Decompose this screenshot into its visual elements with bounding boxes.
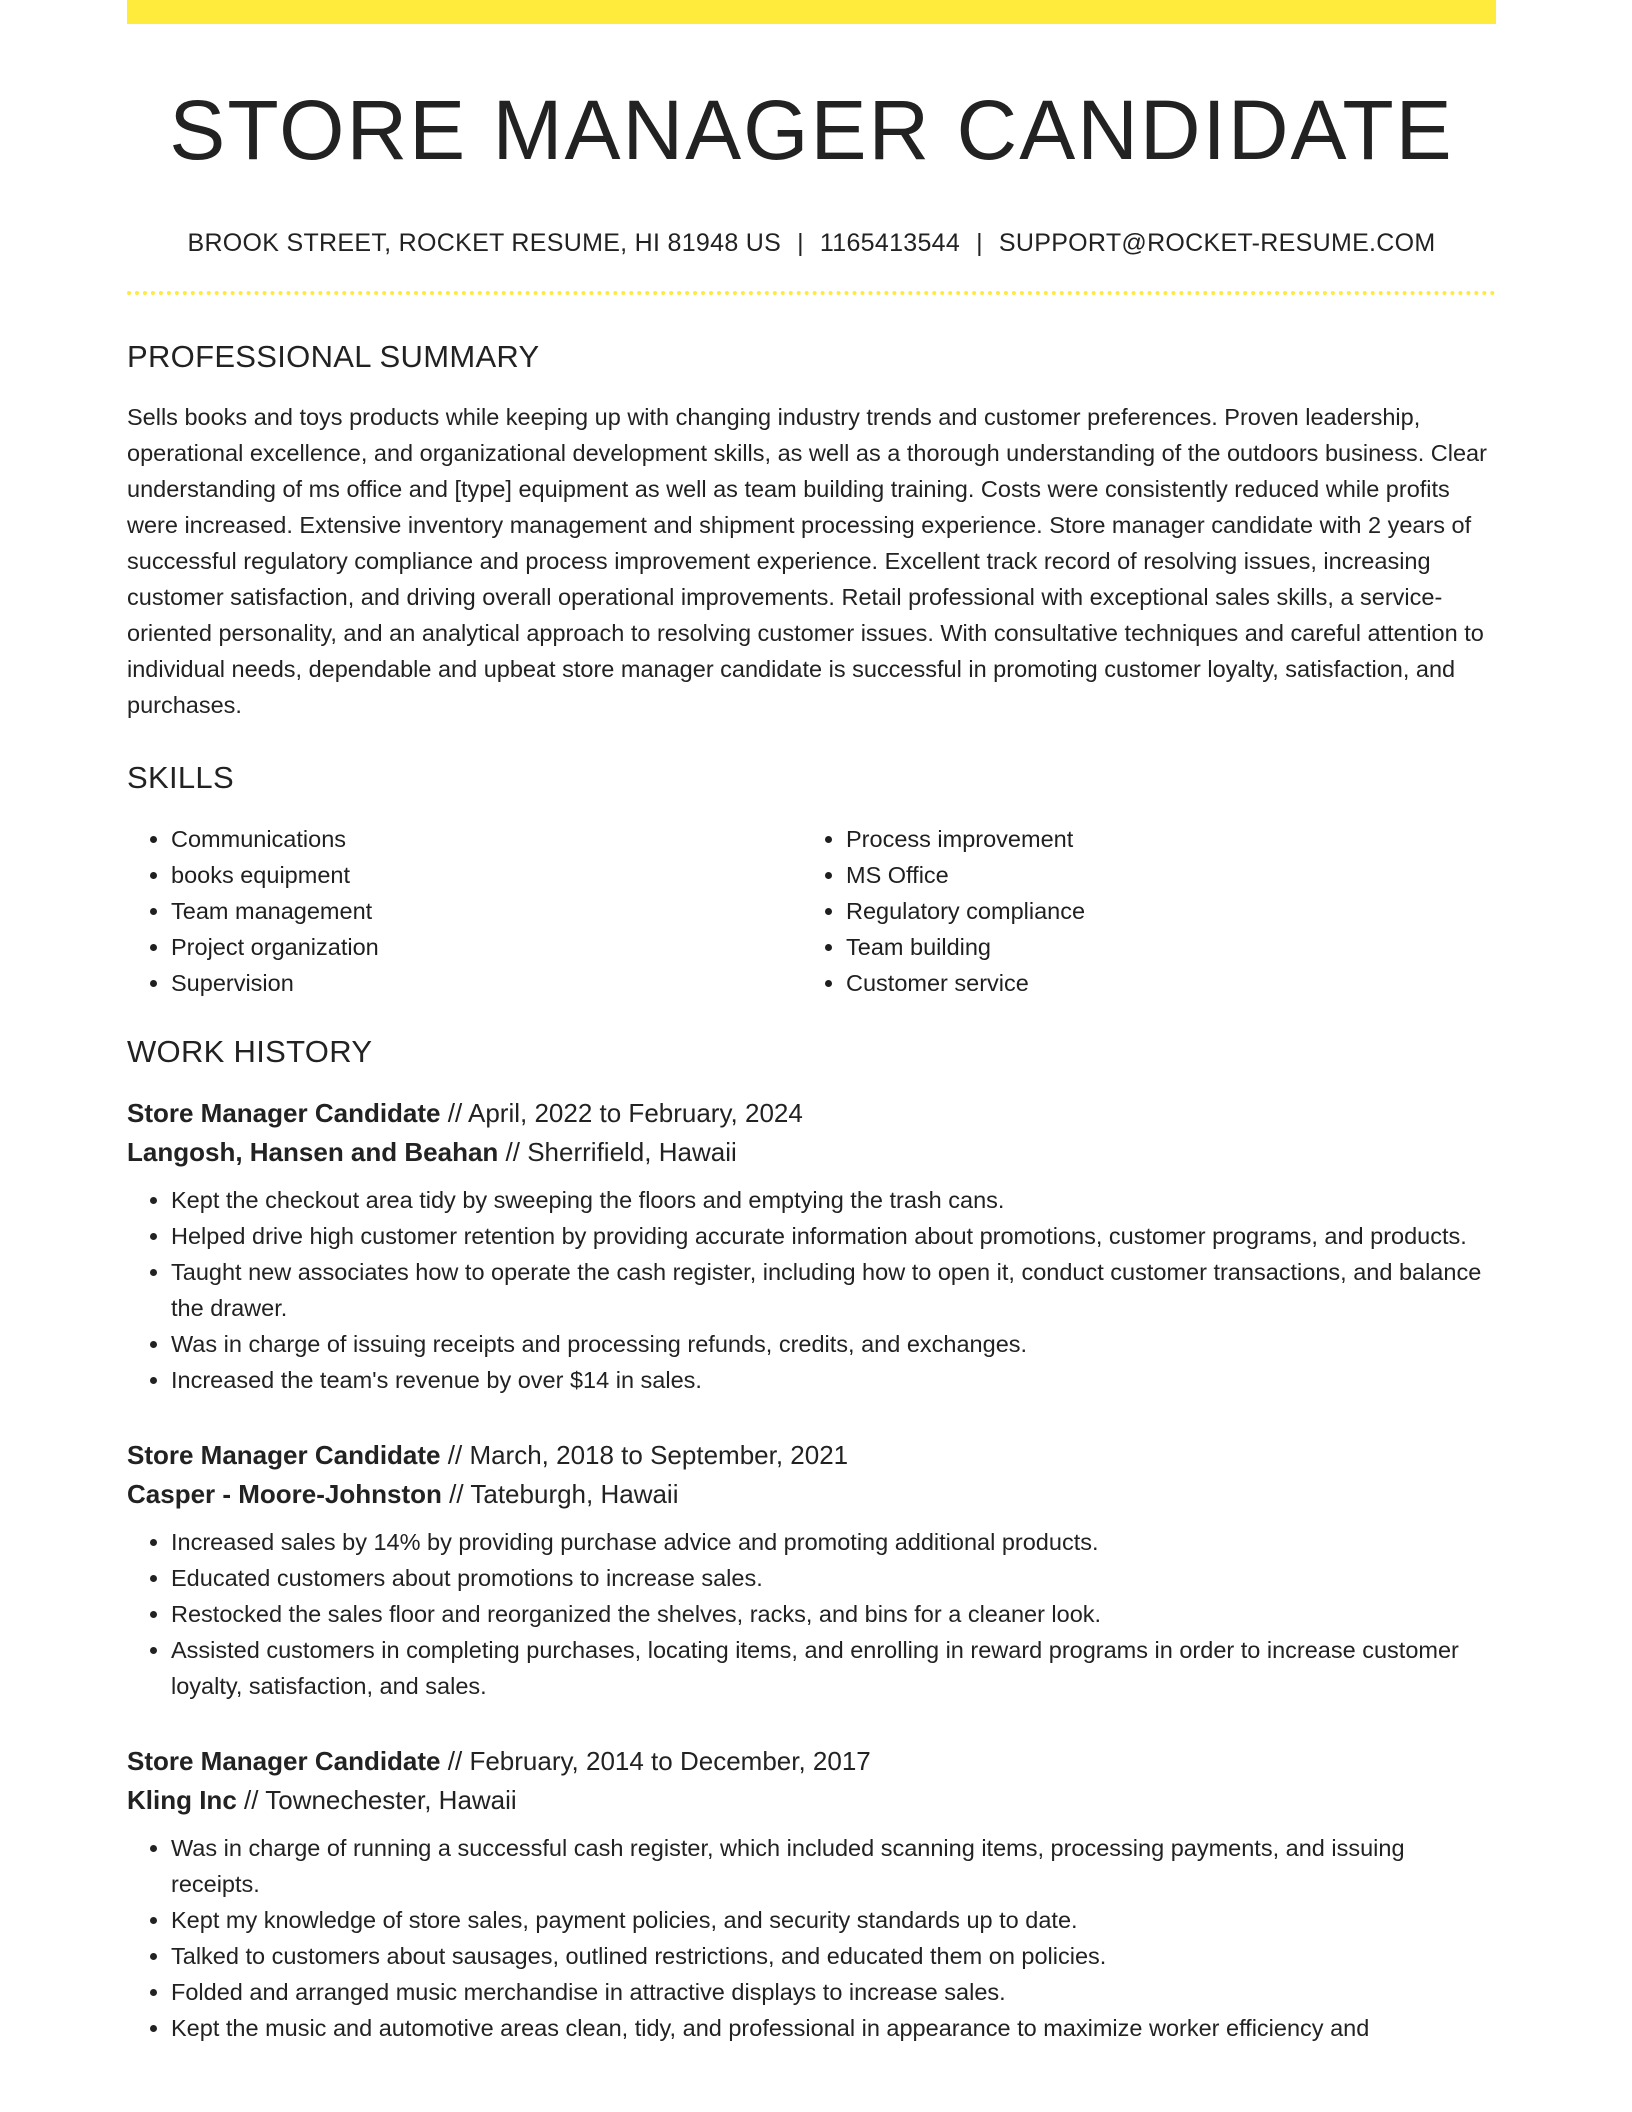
skill-item: • MS Office [846, 857, 1477, 893]
skill-item: • Customer service [846, 965, 1477, 1001]
job-dates: April, 2022 to February, 2024 [468, 1097, 803, 1128]
job-entry [127, 1436, 1496, 1704]
job-company-line [127, 1781, 1496, 1820]
resume-page [127, 0, 1496, 2046]
contact-separator: | [797, 229, 804, 258]
job-company-line [127, 1475, 1496, 1514]
job-entry [127, 1742, 1496, 2046]
job-bullet: • Was in charge of running a successful cash register, which included scanning items, processing payments, and issuing receipts. [171, 1830, 1496, 1902]
job-title-line [127, 1094, 1496, 1133]
job-title-line [127, 1742, 1496, 1781]
job-company: Langosh, Hansen and Beahan [127, 1136, 499, 1167]
job-separator: // [505, 1136, 520, 1167]
summary-heading: PROFESSIONAL SUMMARY [127, 339, 540, 375]
contact-phone: 1165413544 [819, 229, 961, 258]
job-separator: // [447, 1745, 463, 1776]
skill-item: • Team management [171, 893, 802, 929]
job-bullets [127, 1524, 1496, 1704]
job-bullet: • Kept my knowledge of store sales, payment policies, and security standards up to date. [171, 1902, 1496, 1938]
accent-bar [127, 0, 1496, 24]
skills-column-right [802, 821, 1477, 1001]
job-bullet: • Folded and arranged music merchandise in attractive displays to increase sales. [171, 1974, 1496, 2010]
job-bullet: • Educated customers about promotions to increase sales. [171, 1560, 1496, 1596]
job-bullet: • Taught new associates how to operate the cash register, including how to open it, conduct customer transactions, and balance the drawer. [171, 1254, 1496, 1326]
job-title: Store Manager Candidate [127, 1439, 441, 1470]
job-company-line [127, 1133, 1496, 1172]
skill-item: • Communications [171, 821, 802, 857]
job-location: Tateburgh, Hawaii [470, 1478, 679, 1509]
job-bullet: • Talked to customers about sausages, outlined restrictions, and educated them on policies. [171, 1938, 1496, 1974]
skills-heading: SKILLS [127, 760, 234, 796]
job-title: Store Manager Candidate [127, 1097, 441, 1128]
contact-address: BROOK STREET, ROCKET RESUME, HI 81948 US [187, 229, 782, 258]
skill-item: • Regulatory compliance [846, 893, 1477, 929]
job-location: Townechester, Hawaii [265, 1784, 517, 1815]
candidate-name: STORE MANAGER CANDIDATE [169, 83, 1454, 177]
job-bullet: • Kept the checkout area tidy by sweeping the floors and emptying the trash cans. [171, 1182, 1496, 1218]
job-location: Sherrifield, Hawaii [527, 1136, 737, 1167]
job-dates: February, 2014 to December, 2017 [469, 1745, 871, 1776]
dotted-divider [127, 291, 1496, 295]
job-bullet: • Was in charge of issuing receipts and processing refunds, credits, and exchanges. [171, 1326, 1496, 1362]
job-bullet: • Increased sales by 14% by providing purchase advice and promoting additional products. [171, 1524, 1496, 1560]
skill-item: • Project organization [171, 929, 802, 965]
job-separator: // [447, 1097, 463, 1128]
job-company: Casper - Moore-Johnston [127, 1478, 442, 1509]
skill-item: • Supervision [171, 965, 802, 1001]
contact-email: SUPPORT@ROCKET-RESUME.COM [998, 229, 1436, 258]
skill-item: • books equipment [171, 857, 802, 893]
job-separator: // [244, 1784, 259, 1815]
skill-item: • Process improvement [846, 821, 1477, 857]
job-company: Kling Inc [127, 1784, 237, 1815]
job-bullet: • Kept the music and automotive areas clean, tidy, and professional in appearance to maximize worker efficiency and [171, 2010, 1496, 2046]
skill-item: • Team building [846, 929, 1477, 965]
summary-text: Sells books and toys products while keeping up with changing industry trends and customer preferences. Proven leadership, operational excellence, and organizational development skills, as well as a thorough understanding of the outdoors business. Clear understanding of ms office and [type] equipment as well as team building training. Costs were consistently reduced while profits were increased. Extensive inventory management and shipment processing experience. Store manager candidate with 2 years of successful regulatory compliance and process improvement experience. Excellent track record of resolving issues, increasing customer satisfaction, and driving overall operational improvements. Retail professional with exceptional sales skills, a service-oriented personality, and an analytical approach to resolving customer issues. With consultative techniques and careful attention to individual needs, dependable and upbeat store manager candidate is successful in promoting customer loyalty, satisfaction, and purchases. [127, 404, 1487, 719]
job-bullet: • Assisted customers in completing purchases, locating items, and enrolling in reward programs in order to increase customer loyalty, satisfaction, and sales. [171, 1632, 1496, 1704]
job-dates: March, 2018 to September, 2021 [469, 1439, 849, 1470]
job-bullets [127, 1182, 1496, 1398]
job-bullet: • Restocked the sales floor and reorganized the shelves, racks, and bins for a cleaner look. [171, 1596, 1496, 1632]
job-bullets [127, 1830, 1496, 2046]
contact-line [127, 228, 1496, 258]
job-separator: // [447, 1439, 463, 1470]
job-bullet: • Helped drive high customer retention by providing accurate information about promotions, customer programs, and products. [171, 1218, 1496, 1254]
job-entry [127, 1094, 1496, 1398]
work-history-heading: WORK HISTORY [127, 1033, 373, 1069]
contact-separator: | [976, 229, 983, 258]
job-bullet: • Increased the team's revenue by over $14 in sales. [171, 1362, 1496, 1398]
skills-list [127, 821, 1496, 1001]
job-title: Store Manager Candidate [127, 1745, 441, 1776]
job-title-line [127, 1436, 1496, 1475]
job-separator: // [449, 1478, 464, 1509]
skills-column-left [127, 821, 802, 1001]
